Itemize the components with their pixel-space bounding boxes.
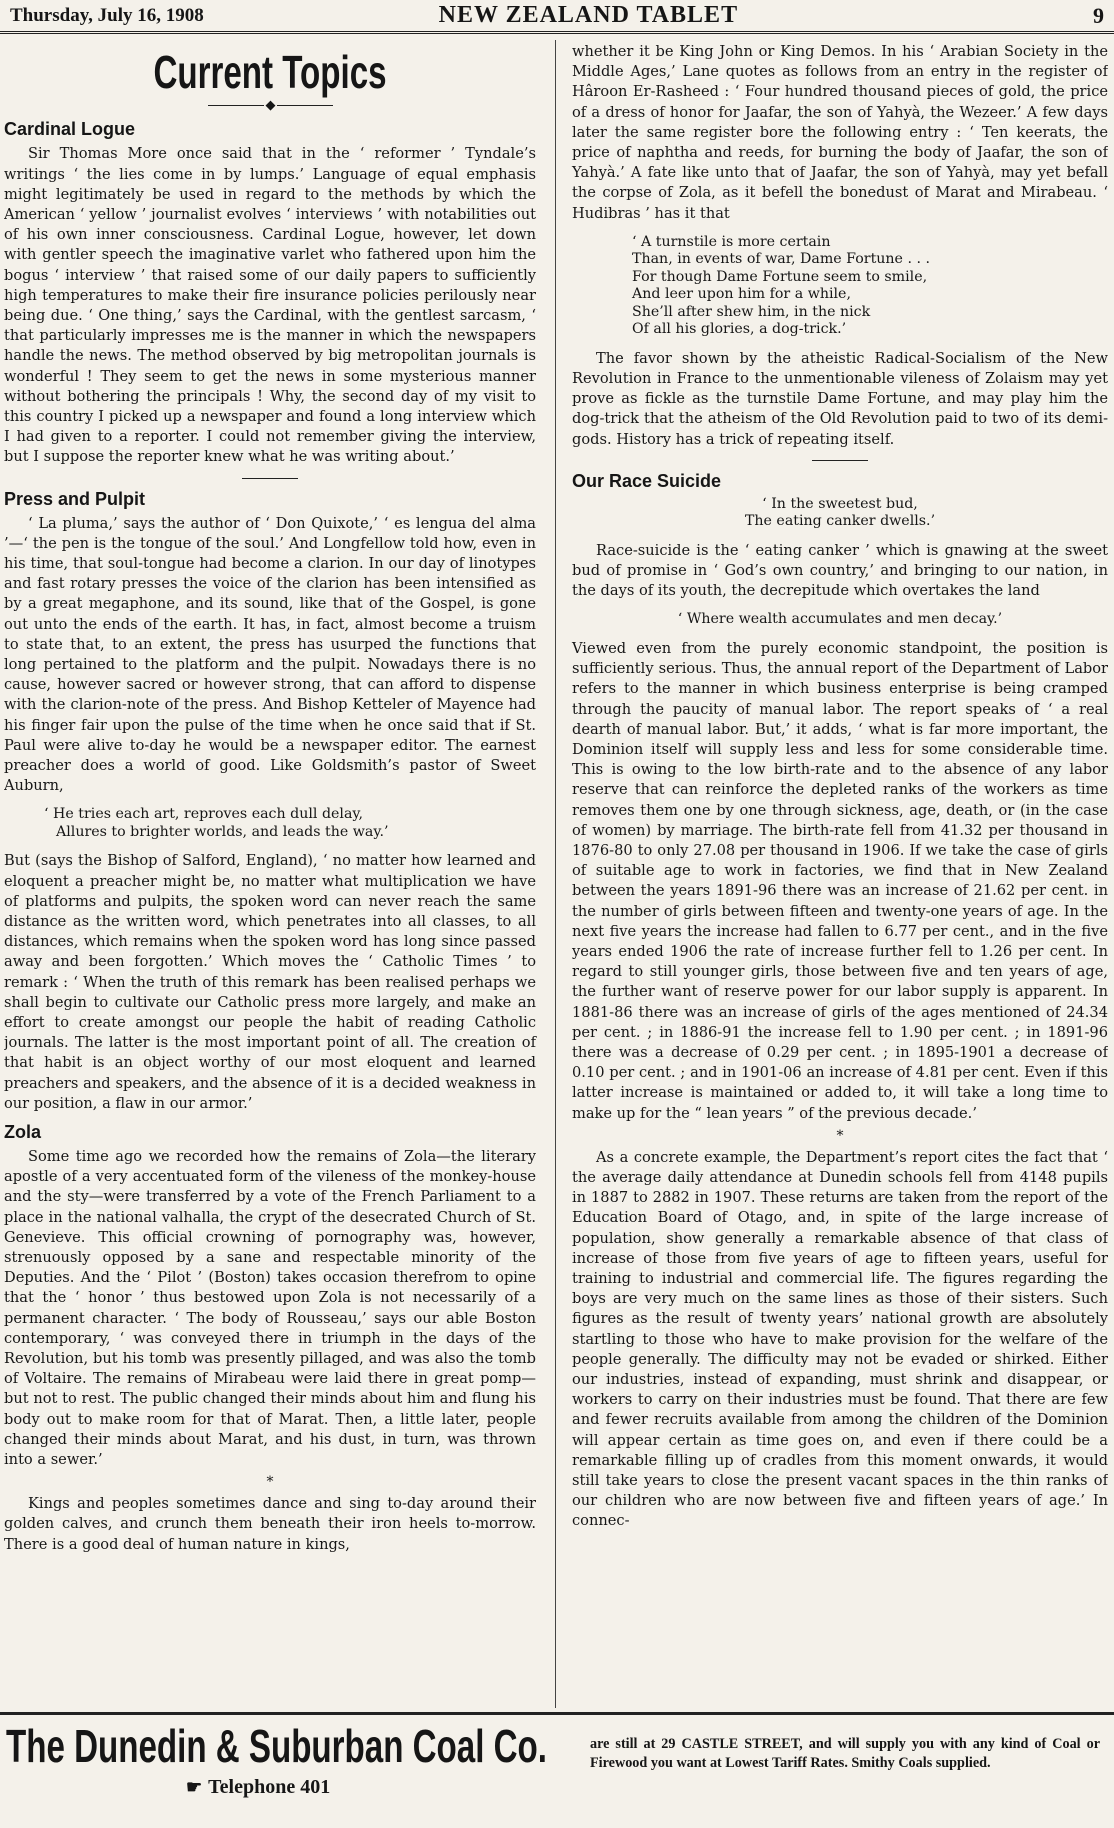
ad-telephone	[6, 1776, 566, 1799]
zola-text-3: whether it be King John or King Demos. In his ‘ Arabian Society in the Middle Ages,’ Lane quotes as follows from an entry in the register of Hâroon Er-Rasheed : ‘ Four hundred thousand pieces of gold, the price of a dress of honor for Jaafar, the son of Yahyà, the Wezeer.’ A few days later the same register bore the following entry : ‘ Ten keerats, the price of naphtha and reeds, for burning the body of Jaafar, the son of Yahyà.’ A fate like unto that of Jaafar, the son of Yahyà, may yet befall the corpse of Zola, as it befell the bonedust of Marat and Mirabeau. ‘ Hudibras ’ has it that	[572, 43, 1108, 222]
press-pulpit-text-2: But (says the Bishop of Salford, England), ‘ no matter how learned and eloquent a preacher might be, no matter what multiplication we have of platforms and pulpits, the spoken word can never reach the same distance as the written word, which penetrates into all classes, to all distances, which remains when the spoken word has long since passed away and been forgotten.’ Which moves the ‘ Catholic Times ’ to remark : ‘ When the truth of this remark has been realised perhaps we shall begin to cultivate our Catholic press more largely, and make an effort to create amongst our people the habit of reading Catholic journals. The latter is the most important point of all. The creation of that habit is an object worthy of our most eloquent and learned preachers and speakers, and the absence of it is a decided weakness in our position, a flaw in our armor.’	[4, 852, 536, 1112]
verse-line: And leer upon him for a while,	[632, 286, 851, 303]
diamond-ornament-icon: ◆	[265, 98, 275, 114]
left-column	[4, 42, 544, 1708]
masthead	[0, 0, 1114, 34]
race-suicide-text-2: Viewed even from the purely economic standpoint, the position is sufficiently serious. Thus, the annual report of the Department of Labor refers to the manner in which business enterprise is being cramped through the paucity of manual labor. The report speaks of ‘ a real dearth of manual labor. But,’ it adds, ‘ what is far more important, the Dominion itself will supply less and less for some considerable time. This is owing to the low birth-rate and to the absence of any labor reserve that can reinforce the depleted ranks of the workers as time removes them one by one through sickness, age, death, or (in the case of women) by marriage. The birth-rate fell from 41.32 per thousand in 1876-80 to only 27.08 per thousand in 1906. If we take the case of girls of suitable age to work in factories, we find that in New Zealand between the years 1891-96 there was an increase of 21.62 per cent. in the number of girls between fifteen and twenty-one years of age. In the next five years the increase had fallen to 6.77 per cent., and in the five years ended 1906 the rate of increase further fell to 1.26 per cent. In regard to still younger girls, those between five and ten years of age, the further want of reserve power for our labor supply is apparent. In 1881-86 there was an increase of girls of the ages mentioned of 24.34 per cent. ; in 1886-91 the increase fell to 1.90 per cent. ; in 1891-96 there was a decrease of 0.29 per cent. ; in 1895-1901 a decrease of 0.10 per cent. ; and in 1901-06 an increase of 4.81 per cent. Even if this latter increase is maintained or added to, it will take a long time to make up for the “ lean years ” of the previous decade.’	[572, 639, 1108, 1122]
verse-line: For though Dame Fortune seem to smile,	[632, 268, 928, 285]
column-divider	[555, 40, 556, 1708]
star-separator: *	[266, 1474, 274, 1491]
zola-text-2: Kings and peoples sometimes dance and sing to-day around their golden calves, and crunch them beneath their iron heels to-morrow. There is a good deal of human nature in kings,	[4, 1495, 536, 1553]
pointing-hand-icon: ☛	[186, 1776, 203, 1797]
heading-zola: Zola	[4, 1122, 42, 1143]
newspaper-title: NEW ZEALAND TABLET	[438, 2, 739, 28]
quote-line: ‘ Where wealth accumulates and men decay.’	[677, 611, 1003, 628]
verse-line: Allures to brighter worlds, and leads the way.’	[56, 823, 389, 840]
verse-line: The eating canker dwells.’	[744, 513, 936, 530]
section-rule	[242, 478, 298, 479]
verse-line: ‘ He tries each art, reproves each dull delay,	[44, 806, 364, 823]
star-separator: *	[836, 1127, 844, 1144]
ad-company-name: The Dunedin & Suburban Coal Co.	[6, 1720, 547, 1772]
right-column	[566, 42, 1108, 1708]
zola-text-4: The favor shown by the atheistic Radical-Socialism of the New Revolution in France to the unmentionable vileness of Zolaism may yet prove as fickle as the turnstile Dame Fortune, and may play him the dog-trick that the atheism of the Old Revolution paid to two of its demi-gods. History has a trick of repeating itself.	[572, 349, 1108, 448]
verse-line: Than, in events of war, Dame Fortune . . .	[632, 251, 930, 268]
goldsmith-quote	[572, 611, 1108, 629]
title-ornament	[4, 98, 536, 113]
ad-text: are still at 29 CASTLE STREET, and will supply you with any kind of Coal or Firewood you want at Lowest Tariff Rates. Smithy Coals supplied.	[590, 1736, 1100, 1771]
goldsmith-verse	[4, 806, 536, 841]
verse-line: She’ll after shew him, in the nick	[632, 303, 871, 320]
verse-line: Of all his glories, a dog-trick.’	[632, 321, 847, 338]
heading-cardinal-logue: Cardinal Logue	[4, 119, 136, 140]
race-suicide-text-3: As a concrete example, the Department’s report cites the fact that ‘ the average daily attendance at Dunedin schools fell from 4148 pupils in 1887 to 2882 in 1907. These returns are taken from the report of the Education Board of Otago, and, in spite of the large increase of population, show generally a remarkable absence of that class of increase of those from five years of age to fifteen years, useful for training to industrial and commercial life. The figures regarding the boys are very much on the same lines as those of their sisters. Such figures as the result of twenty years’ national growth are absolutely startling to those who have to make provision for the welfare of the people generally. The difficulty may not be evaded or shirked. Either our industries, instead of expanding, must shrink and disappear, or workers to carry on their industries must be found. That there are few and fewer recruits available from among the children of the Dominion will appear certain as time goes on, and even if there could be a remarkable filling up of cradles from this moment onwards, it would still take years to close the present vacant spaces in the thin ranks of our children who are now between five and fifteen years of age.’ In connec-	[572, 1148, 1108, 1530]
shakespeare-verse	[572, 496, 1108, 531]
verse-line: ‘ In the sweetest bud,	[762, 495, 918, 512]
cardinal-logue-text: Sir Thomas More once said that in the ‘ reformer ’ Tyndale’s writings ‘ the lies come in by lumps.’ Language of equal emphasis might legitimately be used in regard to the methods by which the American ‘ yellow ’ journalist evolves ‘ interviews ’ with notabilities out of his own inner consciousness. Cardinal Logue, however, let down with gentler speech the imaginative varlet who fathered upon him the bogus ‘ interview ’ that raised some of our daily papers to sufficiently high temperatures to make their fire insurance policies perilously near being due. ‘ One thing,’ says the Cardinal, with the gentlest sarcasm, ‘ that particularly impresses me is the manner in which the newspapers handle the news. The method observed by big metropolitan journals is wonderful ! They seem to get the news in some mysterious manner without bothering the principals ! Why, the second day of my visit to this country I picked up a newspaper and found a long interview which I had given to a reporter. I could not remember giving the interview, but I suppose the reporter knew what he was writing about.’	[4, 145, 536, 466]
heading-race-suicide: Our Race Suicide	[572, 470, 722, 491]
ad-left-block	[6, 1721, 566, 1799]
page-title: Current Topics	[153, 46, 387, 98]
race-suicide-text-1: Race-suicide is the ‘ eating canker ’ which is gnawing at the sweet bud of promise in ‘ God’s own country,’ and bringing to our nation, in the days of its youth, the decrepitude which overtakes the land	[572, 541, 1108, 600]
issue-date: Thursday, July 16, 1908	[10, 4, 204, 26]
telephone-text: Telephone 401	[208, 1775, 331, 1798]
press-pulpit-text-1: ‘ La pluma,’ says the author of ‘ Don Quixote,’ ‘ es lengua del alma ’—‘ the pen is the tongue of the soul.’ And Longfellow told how, even in his time, that soul-tongue had become a clarion. In our day of linotypes and fast rotary presses the voice of the clarion has been intensified as by a great megaphone, and its sound, like that of the Gospel, is gone out unto the ends of the earth. It has, in fact, almost become a truism to state that, to an extent, the press has usurped the functions that long pertained to the platform and the pulpit. Nowadays there is no cause, however sacred or however strong, that can afford to dispense with the clarion-note of the press. And Bishop Ketteler of Mayence had his finger fair upon the pulse of the time when he once said that if St. Paul were alive to-day he would be a newspaper editor. The earnest preacher does a world of good. Like Goldsmith’s pastor of Sweet Auburn,	[4, 514, 536, 795]
page-number: 9	[1093, 2, 1104, 28]
hudibras-verse	[572, 234, 1108, 339]
coal-company-advertisement	[0, 1712, 1114, 1828]
heading-press-and-pulpit: Press and Pulpit	[4, 488, 146, 509]
verse-line: ‘ A turnstile is more certain	[632, 233, 831, 250]
section-rule	[812, 460, 868, 461]
zola-text-1: Some time ago we recorded how the remains of Zola—the literary apostle of a very accentuated form of the vileness of the monkey-house and the sty—were transferred by a vote of the French Parliament to a place in the national valhalla, the crypt of the desecrated Church of St. Genevieve. This official crowning of pornography was, however, strenuously opposed by a sane and respectable minority of the Deputies. And the ‘ Pilot ’ (Boston) takes occasion therefrom to opine that the ‘ honor ’ thus bestowed upon Zola is not necessarily of a permanent character. ‘ The body of Rousseau,’ says our able Boston contemporary, ‘ was conveyed there in triumph in the days of the Revolution, but his tomb was presently pillaged, and was also the tomb of Voltaire. The remains of Mirabeau were laid there in great pomp—but not to rest. The public changed their minds about him and flung his body out to make room for that of Marat. Then, a little later, people changed their minds about Marat, and his dust, in turn, was thrown into a sewer.’	[4, 1148, 536, 1469]
